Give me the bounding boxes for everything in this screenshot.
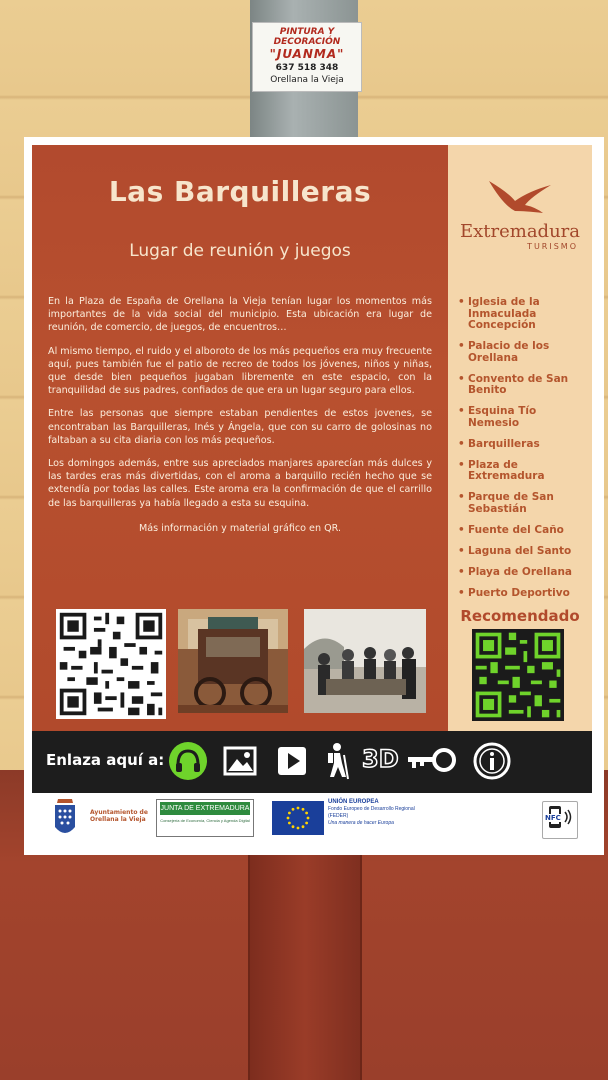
places-list bbox=[458, 297, 588, 609]
paragraph: Entre las personas que siempre estaban pendientes de estos jovenes, se encontraban las Barquilleras, Inés y Ángela, que con su carro de golosinas no faltaban a su cita diaria con los más pequeños. bbox=[48, 408, 432, 446]
junta-title: JUNTA DE EXTREMADURA bbox=[160, 802, 250, 815]
info-sign bbox=[24, 137, 604, 855]
eu-fund: Fondo Europeo de Desarrollo Regional (FEDER) bbox=[328, 806, 415, 819]
3d-icon[interactable]: 3D bbox=[362, 745, 399, 773]
eu-text bbox=[328, 799, 417, 827]
more-info: Más información y material gráfico en QR. bbox=[138, 522, 342, 534]
eu-logo bbox=[272, 799, 417, 837]
list-item: • Parque de San Sebastián bbox=[458, 492, 588, 515]
list-item: • Fuente del Caño bbox=[458, 525, 588, 537]
sticker-town: Orellana la Vieja bbox=[270, 75, 344, 85]
sticker-line2: "JUANMA" bbox=[269, 47, 345, 61]
ayuntamiento-logo: Ayuntamiento de Orellana la Vieja bbox=[90, 809, 148, 823]
extremadura-logo bbox=[448, 175, 592, 251]
link-bar-label: Enlaza aquí a: bbox=[46, 751, 165, 769]
footer-logos bbox=[32, 793, 592, 845]
list-item: • Plaza de Extremadura bbox=[458, 460, 588, 483]
sticker-phone: 637 518 348 bbox=[275, 63, 339, 73]
list-item: • Convento de San Benito bbox=[458, 374, 588, 397]
sign-subtitle: Lugar de reunión y juegos bbox=[129, 241, 351, 261]
qr-code[interactable] bbox=[56, 609, 166, 719]
junta-sub: Consejería de Economía, Ciencia y Agenda Digital bbox=[160, 818, 250, 823]
link-bar bbox=[32, 731, 592, 793]
sign-title: Las Barquilleras bbox=[108, 175, 372, 208]
list-item: • Puerto Deportivo bbox=[458, 588, 588, 600]
eu-motto: Una manera de hacer Europa bbox=[328, 820, 394, 826]
recommended-qr-code[interactable] bbox=[472, 629, 564, 721]
nfc-badge[interactable] bbox=[542, 801, 578, 839]
list-item: • Playa de Orellana bbox=[458, 567, 588, 579]
cart-photo bbox=[178, 609, 288, 713]
junta-logo bbox=[156, 799, 254, 837]
list-item: • Barquilleras bbox=[458, 439, 588, 451]
swallow-icon bbox=[485, 175, 555, 217]
eu-title: UNIÓN EUROPEA bbox=[328, 799, 379, 805]
eu-flag-icon bbox=[272, 801, 324, 835]
headphones-icon[interactable] bbox=[168, 741, 208, 781]
key-icon[interactable] bbox=[406, 741, 456, 781]
historic-photo bbox=[304, 609, 426, 713]
paragraph: En la Plaza de España de Orellana la Vieja tenían lugar los momentos más importantes de la vida social del municipio. Esta ubicación era lugar de reunión, de comercio, de juegos, de encuentros… bbox=[48, 296, 432, 334]
list-item: • Palacio de los Orellana bbox=[458, 341, 588, 364]
play-icon[interactable] bbox=[272, 741, 312, 781]
list-item: • Laguna del Santo bbox=[458, 546, 588, 558]
image-icon[interactable] bbox=[220, 741, 260, 781]
brand-sub: TURISMO bbox=[527, 242, 578, 251]
recommended-label: Recomendado bbox=[460, 607, 580, 625]
paragraph: Al mismo tiempo, el ruido y el alboroto de los más pequeños era muy frecuente aquí, pues también fue el patio de recreo de todos los jóvenes, niños y niñas, que desde bien pequeños jugaban libremente en este espacio, con la tranquilidad de sus padres, confiados de que era un lugar seguro para ellos. bbox=[48, 345, 432, 397]
pole-lower bbox=[248, 852, 362, 1080]
brand-name: Extremadura bbox=[459, 221, 581, 242]
sign-body bbox=[48, 295, 432, 545]
sticker-line1: PINTURA Y DECORACIÓN bbox=[273, 27, 341, 47]
coat-of-arms-icon bbox=[50, 797, 80, 841]
main-panel bbox=[32, 145, 448, 731]
list-item: • Esquina Tío Nemesio bbox=[458, 406, 588, 429]
nfc-label: NFC bbox=[545, 814, 561, 822]
hiker-icon[interactable] bbox=[320, 741, 354, 781]
advert-sticker bbox=[252, 22, 362, 92]
list-item: • Iglesia de la Inmaculada Concepción bbox=[458, 297, 588, 332]
side-panel bbox=[448, 145, 592, 731]
paragraph: Los domingos además, entre sus apreciados manjares aparecían más dulces y las tardes eras más divertidas, con el aroma a barquillo recién hecho que se extendía por todas las calles. Este aroma era la confirmación de que el carrillo de las barquilleras ya había llegado a esta su esquina. bbox=[48, 458, 432, 509]
info-icon[interactable] bbox=[472, 741, 512, 781]
